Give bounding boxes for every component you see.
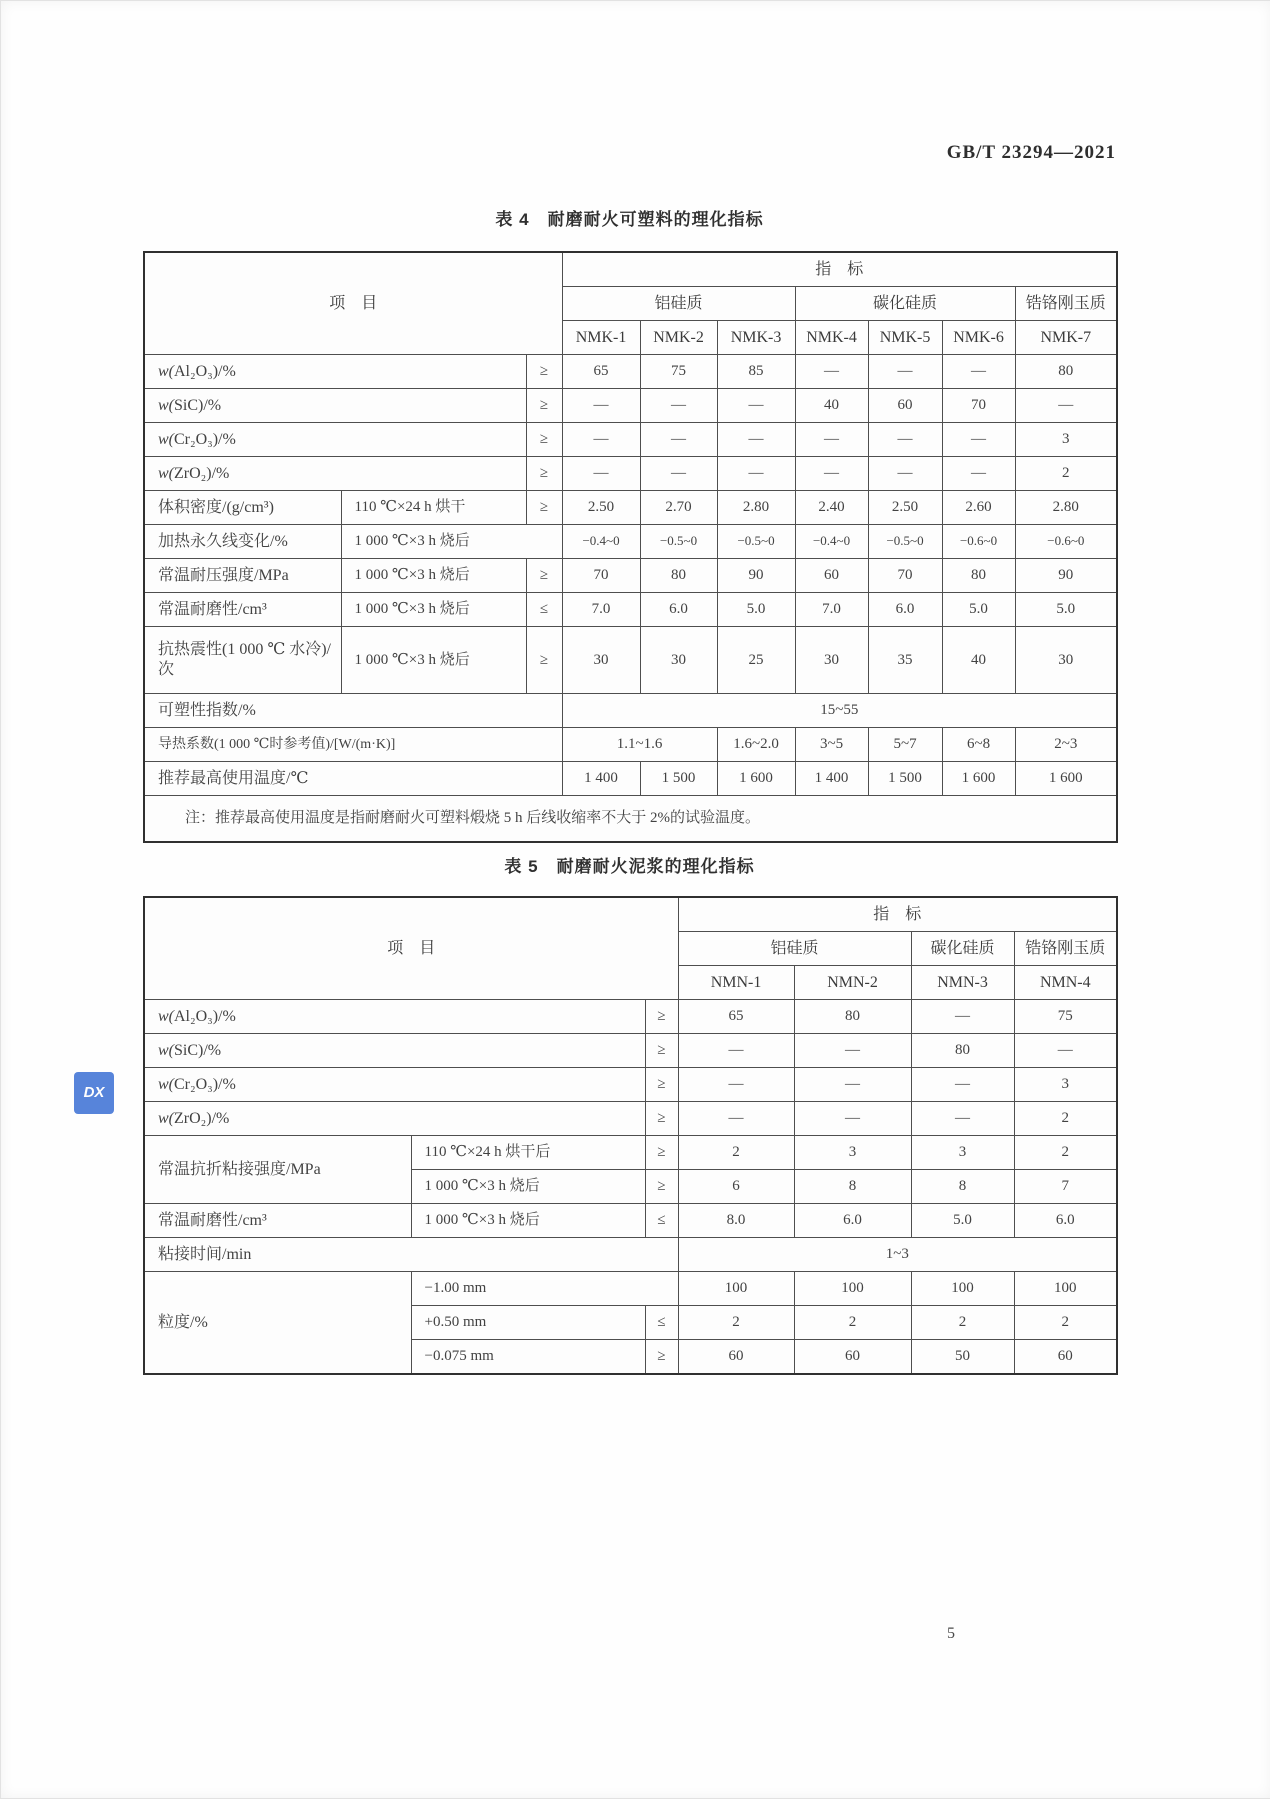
- table-cell: 1 000 ℃×3 h 烧后: [411, 1170, 645, 1204]
- table-cell: ≥: [645, 1068, 678, 1102]
- table-cell: 110 ℃×24 h 烘干: [341, 491, 526, 525]
- table-cell: 注：推荐最高使用温度是指耐磨耐火可塑料煅烧 5 h 后线收缩率不大于 2%的试验温度。: [144, 796, 1117, 843]
- table-cell: —: [678, 1102, 794, 1136]
- table-cell: −0.6~0: [1015, 525, 1117, 559]
- table-cell: 导热系数(1 000 ℃时参考值)/[W/(m·K)]: [144, 728, 562, 762]
- table-cell: 铝硅质: [678, 932, 911, 966]
- table-row: [144, 1136, 1117, 1170]
- table-cell: w(SiC)/%: [144, 389, 526, 423]
- table-cell: ≤: [526, 593, 562, 627]
- table-cell: 70: [562, 559, 640, 593]
- table-row: [144, 525, 1117, 559]
- table-cell: 体积密度/(g/cm³): [144, 491, 341, 525]
- table-cell: w(ZrO₂)/%: [144, 1102, 645, 1136]
- table-cell: 1 400: [795, 762, 868, 796]
- table-cell: —: [1015, 389, 1117, 423]
- table-cell: —: [640, 457, 717, 491]
- table-row: [144, 796, 1117, 843]
- table-cell: −0.4~0: [562, 525, 640, 559]
- table-row: [144, 762, 1117, 796]
- table-cell: —: [942, 423, 1015, 457]
- table-cell: NMN-3: [911, 966, 1014, 1000]
- table-cell: 7.0: [795, 593, 868, 627]
- table-cell: 1 500: [640, 762, 717, 796]
- table-cell: 指 标: [562, 252, 1117, 287]
- table-cell: −0.075 mm: [411, 1340, 645, 1375]
- table-cell: 2: [1014, 1306, 1117, 1340]
- table-cell: 1 000 ℃×3 h 烧后: [341, 525, 562, 559]
- table-cell: −0.5~0: [640, 525, 717, 559]
- table-cell: 2: [678, 1136, 794, 1170]
- table-cell: 100: [678, 1272, 794, 1306]
- table-cell: ≥: [645, 1170, 678, 1204]
- table-cell: 1 500: [868, 762, 942, 796]
- table-cell: 6.0: [640, 593, 717, 627]
- table-cell: 7.0: [562, 593, 640, 627]
- table-cell: 85: [717, 355, 795, 389]
- table-cell: w(SiC)/%: [144, 1034, 645, 1068]
- table-cell: —: [795, 355, 868, 389]
- table-row: [144, 559, 1117, 593]
- table-cell: −0.5~0: [868, 525, 942, 559]
- table-row: [144, 1204, 1117, 1238]
- table-row: [144, 491, 1117, 525]
- table-cell: NMK-7: [1015, 321, 1117, 355]
- page-number: 5: [947, 1625, 955, 1642]
- table-cell: 3: [794, 1136, 911, 1170]
- table-cell: 2.80: [1015, 491, 1117, 525]
- table-cell: 项 目: [144, 897, 678, 1000]
- table-cell: 5.0: [1015, 593, 1117, 627]
- table-cell: w(Al₂O₃)/%: [144, 355, 526, 389]
- table-cell: —: [562, 423, 640, 457]
- table-cell: 110 ℃×24 h 烘干后: [411, 1136, 645, 1170]
- table-cell: 75: [640, 355, 717, 389]
- table-cell: —: [794, 1034, 911, 1068]
- table-cell: 6~8: [942, 728, 1015, 762]
- table-cell: 1 400: [562, 762, 640, 796]
- table-cell: 2~3: [1015, 728, 1117, 762]
- table-cell: 60: [795, 559, 868, 593]
- table-cell: 80: [640, 559, 717, 593]
- table-cell: 30: [562, 627, 640, 694]
- table-cell: −0.4~0: [795, 525, 868, 559]
- table-cell: 35: [868, 627, 942, 694]
- table-cell: 6.0: [794, 1204, 911, 1238]
- table-row: [144, 1068, 1117, 1102]
- table-cell: 2: [794, 1306, 911, 1340]
- table-cell: 2.50: [562, 491, 640, 525]
- table-cell: 抗热震性(1 000 ℃ 水冷)/次: [144, 627, 341, 694]
- table-cell: 65: [678, 1000, 794, 1034]
- table-cell: —: [868, 355, 942, 389]
- table-cell: 推荐最高使用温度/℃: [144, 762, 562, 796]
- table-cell: —: [942, 457, 1015, 491]
- table-cell: ≥: [645, 1136, 678, 1170]
- table-cell: 1 000 ℃×3 h 烧后: [341, 627, 526, 694]
- table-cell: 2.40: [795, 491, 868, 525]
- table-cell: NMN-1: [678, 966, 794, 1000]
- table-cell: 可塑性指数/%: [144, 694, 562, 728]
- table-cell: 2.80: [717, 491, 795, 525]
- table-cell: 100: [1014, 1272, 1117, 1306]
- table-cell: 2: [678, 1306, 794, 1340]
- table-cell: ≤: [645, 1204, 678, 1238]
- table-cell: 碳化硅质: [911, 932, 1014, 966]
- table-cell: —: [911, 1102, 1014, 1136]
- table-cell: 25: [717, 627, 795, 694]
- table-cell: —: [678, 1068, 794, 1102]
- table-cell: NMK-1: [562, 321, 640, 355]
- table-cell: 常温抗折粘接强度/MPa: [144, 1136, 411, 1204]
- table-cell: 3: [1015, 423, 1117, 457]
- table-row: [144, 593, 1117, 627]
- table-row: [144, 389, 1117, 423]
- table-cell: 1 000 ℃×3 h 烧后: [341, 593, 526, 627]
- table-cell: 6: [678, 1170, 794, 1204]
- table-cell: NMK-4: [795, 321, 868, 355]
- table4: [143, 251, 1118, 843]
- table-cell: 5~7: [868, 728, 942, 762]
- table-cell: 100: [794, 1272, 911, 1306]
- table-row: [144, 1034, 1117, 1068]
- table-cell: 75: [1014, 1000, 1117, 1034]
- table-cell: NMK-2: [640, 321, 717, 355]
- table-cell: 1 600: [717, 762, 795, 796]
- table-cell: 1.6~2.0: [717, 728, 795, 762]
- table-cell: 6.0: [1014, 1204, 1117, 1238]
- table-cell: 加热永久线变化/%: [144, 525, 341, 559]
- table-cell: 90: [1015, 559, 1117, 593]
- table-row: [144, 728, 1117, 762]
- table-cell: 项 目: [144, 252, 562, 355]
- table-cell: —: [794, 1068, 911, 1102]
- table-cell: —: [717, 423, 795, 457]
- table-cell: 8.0: [678, 1204, 794, 1238]
- table-cell: 粘接时间/min: [144, 1238, 678, 1272]
- table-cell: —: [562, 457, 640, 491]
- table-cell: 7: [1014, 1170, 1117, 1204]
- table-cell: 30: [640, 627, 717, 694]
- table-cell: 100: [911, 1272, 1014, 1306]
- table-cell: NMN-4: [1014, 966, 1117, 1000]
- table-cell: 2: [1014, 1102, 1117, 1136]
- table-cell: —: [640, 389, 717, 423]
- table-cell: 80: [794, 1000, 911, 1034]
- table-cell: 8: [911, 1170, 1014, 1204]
- table-row: [144, 1272, 1117, 1306]
- table-cell: ≥: [526, 355, 562, 389]
- table-row: [144, 627, 1117, 694]
- table-cell: —: [1014, 1034, 1117, 1068]
- table4-title: 表 4 耐磨耐火可塑料的理化指标: [495, 210, 764, 229]
- table-cell: 6.0: [868, 593, 942, 627]
- table-cell: 1 600: [1015, 762, 1117, 796]
- table-cell: 1~3: [678, 1238, 1117, 1272]
- table-cell: 锆铬刚玉质: [1014, 932, 1117, 966]
- table-cell: ≥: [645, 1000, 678, 1034]
- table-cell: 60: [1014, 1340, 1117, 1375]
- table-cell: 30: [795, 627, 868, 694]
- table-cell: w(ZrO₂)/%: [144, 457, 526, 491]
- table-cell: 碳化硅质: [795, 287, 1015, 321]
- table-cell: 60: [794, 1340, 911, 1375]
- table-cell: 80: [911, 1034, 1014, 1068]
- table-cell: 90: [717, 559, 795, 593]
- table-cell: 粒度/%: [144, 1272, 411, 1375]
- table-cell: 60: [868, 389, 942, 423]
- table-row: [144, 1238, 1117, 1272]
- table-cell: −1.00 mm: [411, 1272, 678, 1306]
- table-cell: 15~55: [562, 694, 1117, 728]
- table-cell: 70: [868, 559, 942, 593]
- watermark-fragment: DX: [74, 1072, 114, 1114]
- table-cell: ≥: [645, 1102, 678, 1136]
- table-cell: NMK-6: [942, 321, 1015, 355]
- table-row: [144, 897, 1117, 932]
- table-cell: 1.1~1.6: [562, 728, 717, 762]
- table-cell: 常温耐压强度/MPa: [144, 559, 341, 593]
- table-cell: —: [717, 389, 795, 423]
- standard-code: GB/T 23294—2021: [946, 142, 1116, 163]
- table-cell: ≥: [526, 559, 562, 593]
- table-cell: —: [868, 457, 942, 491]
- table-cell: —: [911, 1068, 1014, 1102]
- table-cell: 2: [911, 1306, 1014, 1340]
- table-cell: 70: [942, 389, 1015, 423]
- table-cell: ≥: [645, 1340, 678, 1375]
- table-row: [144, 423, 1117, 457]
- table-cell: NMN-2: [794, 966, 911, 1000]
- table-cell: 5.0: [911, 1204, 1014, 1238]
- table-cell: 3~5: [795, 728, 868, 762]
- table-row: [144, 252, 1117, 287]
- table-cell: —: [640, 423, 717, 457]
- table-cell: ≥: [526, 423, 562, 457]
- table-cell: 80: [942, 559, 1015, 593]
- table5-title: 表 5 耐磨耐火泥浆的理化指标: [504, 857, 755, 876]
- table-cell: NMK-5: [868, 321, 942, 355]
- table-cell: —: [562, 389, 640, 423]
- table-cell: ≤: [645, 1306, 678, 1340]
- table-cell: w(Cr₂O₃)/%: [144, 1068, 645, 1102]
- table-cell: 指 标: [678, 897, 1117, 932]
- table-cell: 3: [1014, 1068, 1117, 1102]
- table-cell: 2: [1014, 1136, 1117, 1170]
- table-cell: ≥: [526, 389, 562, 423]
- table-cell: 5.0: [942, 593, 1015, 627]
- table-cell: 50: [911, 1340, 1014, 1375]
- table-cell: 65: [562, 355, 640, 389]
- table5: [143, 896, 1118, 1375]
- table-cell: —: [795, 457, 868, 491]
- table-cell: 锆铬刚玉质: [1015, 287, 1117, 321]
- table-cell: w(Cr₂O₃)/%: [144, 423, 526, 457]
- table-row: [144, 694, 1117, 728]
- table-cell: ≥: [526, 457, 562, 491]
- table-cell: 5.0: [717, 593, 795, 627]
- table-cell: 1 000 ℃×3 h 烧后: [411, 1204, 645, 1238]
- table-cell: —: [868, 423, 942, 457]
- table-cell: 40: [795, 389, 868, 423]
- table-row: [144, 457, 1117, 491]
- table-cell: —: [678, 1034, 794, 1068]
- table-cell: 80: [1015, 355, 1117, 389]
- table-cell: 60: [678, 1340, 794, 1375]
- table-cell: ≥: [645, 1034, 678, 1068]
- table-cell: 2.50: [868, 491, 942, 525]
- table-cell: −0.5~0: [717, 525, 795, 559]
- table-cell: 常温耐磨性/cm³: [144, 1204, 411, 1238]
- table-cell: —: [794, 1102, 911, 1136]
- table-cell: —: [911, 1000, 1014, 1034]
- table-cell: w(Al₂O₃)/%: [144, 1000, 645, 1034]
- table-cell: 8: [794, 1170, 911, 1204]
- table-cell: NMK-3: [717, 321, 795, 355]
- table-cell: —: [942, 355, 1015, 389]
- table-cell: 铝硅质: [562, 287, 795, 321]
- table-cell: —: [795, 423, 868, 457]
- table-cell: ≥: [526, 627, 562, 694]
- table-row: [144, 1000, 1117, 1034]
- table-cell: 2.60: [942, 491, 1015, 525]
- table-cell: 1 000 ℃×3 h 烧后: [341, 559, 526, 593]
- table-cell: −0.6~0: [942, 525, 1015, 559]
- table-cell: 3: [911, 1136, 1014, 1170]
- table-cell: 40: [942, 627, 1015, 694]
- table-row: [144, 355, 1117, 389]
- table-cell: 1 600: [942, 762, 1015, 796]
- table-cell: 2: [1015, 457, 1117, 491]
- table-cell: 30: [1015, 627, 1117, 694]
- table-cell: ≥: [526, 491, 562, 525]
- table-cell: 常温耐磨性/cm³: [144, 593, 341, 627]
- table-cell: —: [717, 457, 795, 491]
- table-cell: 2.70: [640, 491, 717, 525]
- table-row: [144, 1102, 1117, 1136]
- table-cell: +0.50 mm: [411, 1306, 645, 1340]
